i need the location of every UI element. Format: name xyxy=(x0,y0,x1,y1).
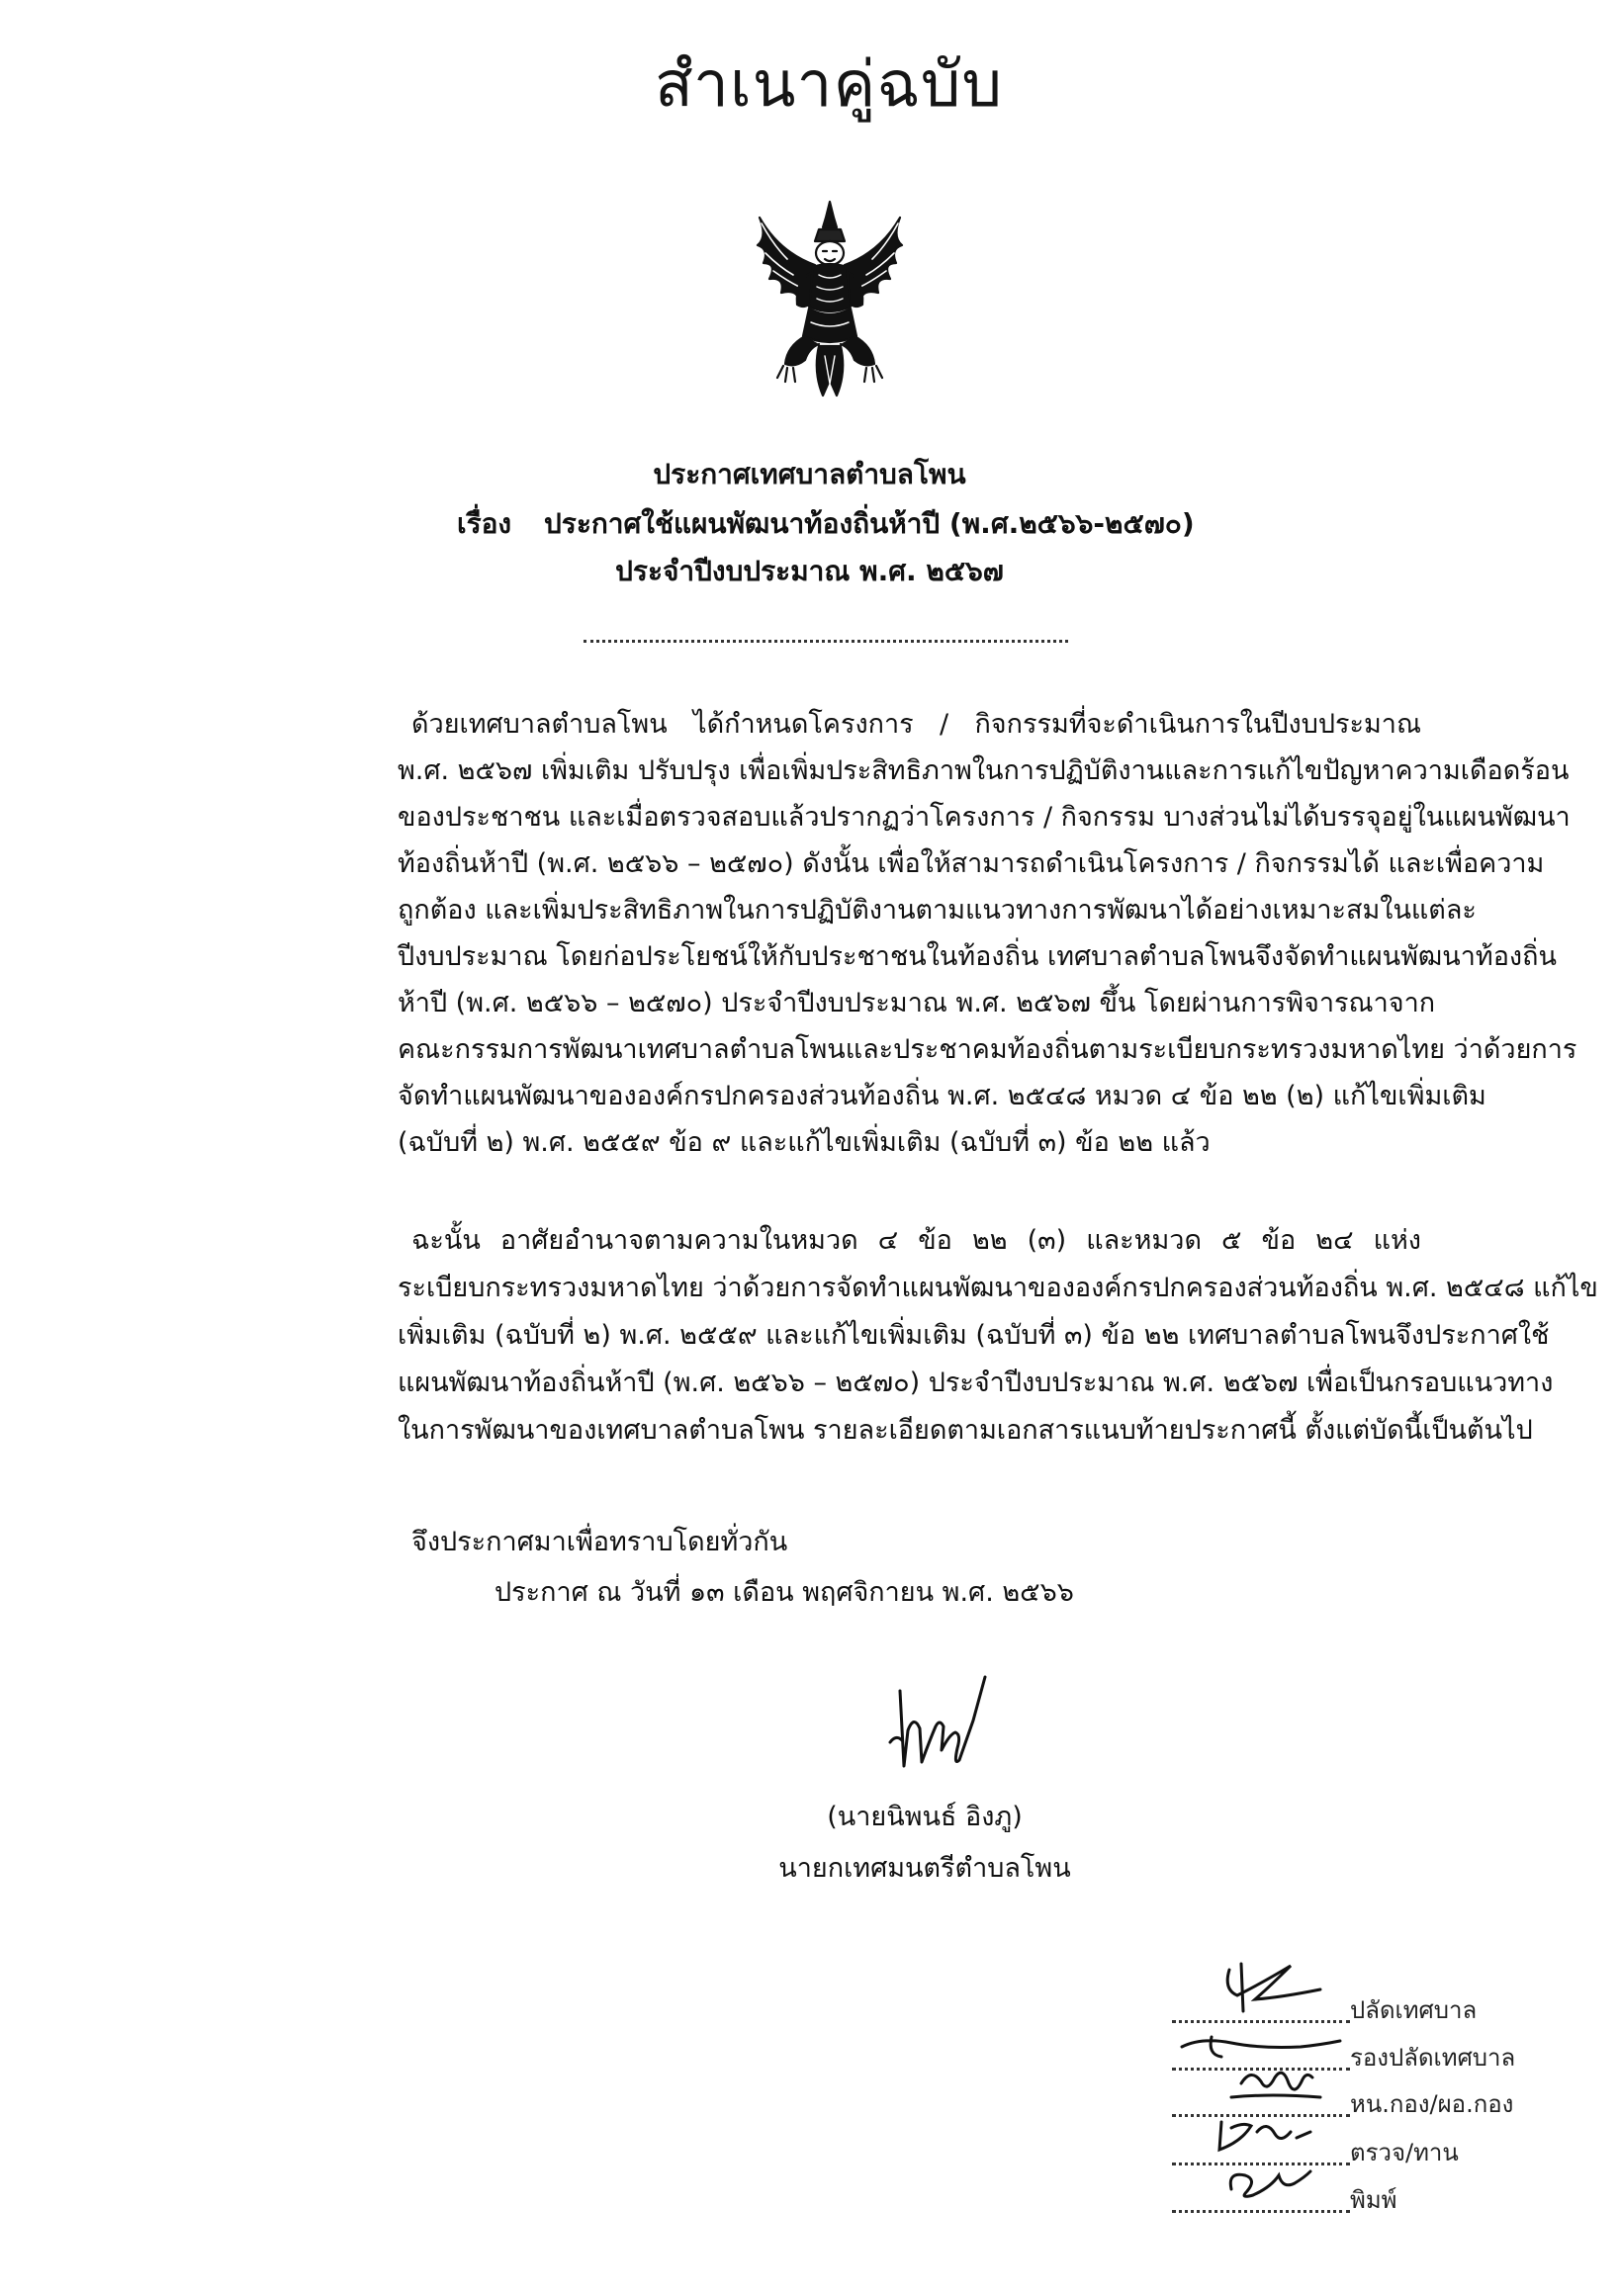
announcement-date: ประกาศ ณ วันที่ ๑๓ เดือน พฤศจิกายน พ.ศ. ๒๕๖๖ xyxy=(495,1577,1074,1608)
paragraph-line: เพิ่มเติม (ฉบับที่ ๒) พ.ศ. ๒๕๕๙ และแก้ไขเพิ่มเติม (ฉบับที่ ๓) ข้อ ๒๒ เทศบาลตำบลโพนจึงประกาศใช้ xyxy=(398,1320,1550,1351)
subject-label: เรื่อง xyxy=(457,507,512,540)
routing-role: หน.กอง/ผอ.กอง xyxy=(1350,2090,1514,2118)
paragraph-line: ระเบียบกระทรวงมหาดไทย ว่าด้วยการจัดทำแผนพัฒนาขององค์กรปกครองส่วนท้องถิ่น พ.ศ. ๒๕๔๘ แก้ไข xyxy=(398,1273,1598,1303)
routing-role: ปลัดเทศบาล xyxy=(1350,1996,1478,2024)
routing-role: พิมพ์ xyxy=(1350,2186,1397,2214)
paragraph-line: พ.ศ. ๒๕๖๗ เพิ่มเติม ปรับปรุง เพื่อเพิ่มประสิทธิภาพในการปฏิบัติงานและการแก้ไขปัญหาความเดือดร้อน xyxy=(398,755,1570,786)
routing-role: รองปลัดเทศบาล xyxy=(1350,2044,1516,2072)
routing-role: ตรวจ/ทาน xyxy=(1350,2139,1459,2166)
initials-icon xyxy=(1172,2150,1350,2209)
copy-stamp: สำเนาคู่ฉบับ xyxy=(654,48,1004,122)
paragraph-line: แผนพัฒนาท้องถิ่นห้าปี (พ.ศ. ๒๕๖๖ – ๒๕๗๐) ประจำปีงบประมาณ พ.ศ. ๒๕๖๗ เพื่อเป็นกรอบแนวทาง xyxy=(398,1368,1554,1398)
dotted-divider xyxy=(584,640,1068,643)
paragraph-line: ห้าปี (พ.ศ. ๒๕๖๖ – ๒๕๗๐) ประจำปีงบประมาณ พ.ศ. ๒๕๖๗ ขึ้น โดยผ่านการพิจารณาจาก xyxy=(398,988,1436,1018)
subject-text: ประกาศใช้แผนพัฒนาท้องถิ่นห้าปี (พ.ศ.๒๕๖๖-๒๕๗๐) xyxy=(544,507,1195,540)
announcement-subject xyxy=(457,502,1195,546)
fiscal-year-heading: ประจำปีงบประมาณ พ.ศ. ๒๕๖๗ xyxy=(615,555,1004,587)
routing-row xyxy=(1172,2179,1528,2219)
paragraph-line: ปีงบประมาณ โดยก่อประโยชน์ให้กับประชาชนในท้องถิ่น เทศบาลตำบลโพนจึงจัดทำแผนพัฒนาท้องถิ่น xyxy=(398,941,1557,972)
garuda-emblem-icon xyxy=(740,198,920,400)
paragraph-line: ถูกต้อง และเพิ่มประสิทธิภาพในการปฏิบัติงานตามแนวทางการพัฒนาได้อย่างเหมาะสมในแต่ละ xyxy=(398,895,1477,926)
paragraph-line: ท้องถิ่นห้าปี (พ.ศ. ๒๕๖๖ – ๒๕๗๐) ดังนั้น เพื่อให้สามารถดำเนินโครงการ / กิจกรรมได้ และเพื่อความ xyxy=(398,848,1545,879)
signer-name: (นายนิพนธ์ อิงภู) xyxy=(827,1802,1023,1832)
paragraph-line: จัดทำแผนพัฒนาขององค์กรปกครองส่วนท้องถิ่น พ.ศ. ๒๕๔๘ หมวด ๔ ข้อ ๒๒ (๒) แก้ไขเพิ่มเติม xyxy=(398,1081,1486,1111)
signature-icon xyxy=(870,1671,1009,1810)
signer-title: นายกเทศมนตรีตำบลโพน xyxy=(778,1853,1071,1884)
paragraph-line: ของประชาชน และเมื่อตรวจสอบแล้วปรากฏว่าโครงการ / กิจกรรม บางส่วนไม่ได้บรรจุอยู่ในแผนพัฒนา xyxy=(398,802,1571,833)
closing-statement: จึงประกาศมาเพื่อทราบโดยทั่วกัน xyxy=(411,1527,788,1557)
announcement-issuer: ประกาศเทศบาลตำบลโพน xyxy=(653,458,966,490)
paragraph-line: (ฉบับที่ ๒) พ.ศ. ๒๕๕๙ ข้อ ๙ และแก้ไขเพิ่มเติม (ฉบับที่ ๓) ข้อ ๒๒ แล้ว xyxy=(398,1127,1211,1158)
paragraph-line: ด้วยเทศบาลตำบลโพน ได้กำหนดโครงการ / กิจกรรมที่จะดำเนินการในปีงบประมาณ xyxy=(411,709,1421,740)
dotted-leader xyxy=(1172,2210,1350,2213)
paragraph-line: คณะกรรมการพัฒนาเทศบาลตำบลโพนและประชาคมท้องถิ่นตามระเบียบกระทรวงมหาดไทย ว่าด้วยการ xyxy=(398,1034,1577,1065)
paragraph-line: ฉะนั้น อาศัยอำนาจตามความในหมวด ๔ ข้อ ๒๒ (๓) และหมวด ๕ ข้อ ๒๔ แห่ง xyxy=(411,1225,1421,1256)
paragraph-line: ในการพัฒนาของเทศบาลตำบลโพน รายละเอียดตามเอกสารแนบท้ายประกาศนี้ ตั้งแต่บัดนี้เป็นต้นไป xyxy=(398,1415,1533,1446)
